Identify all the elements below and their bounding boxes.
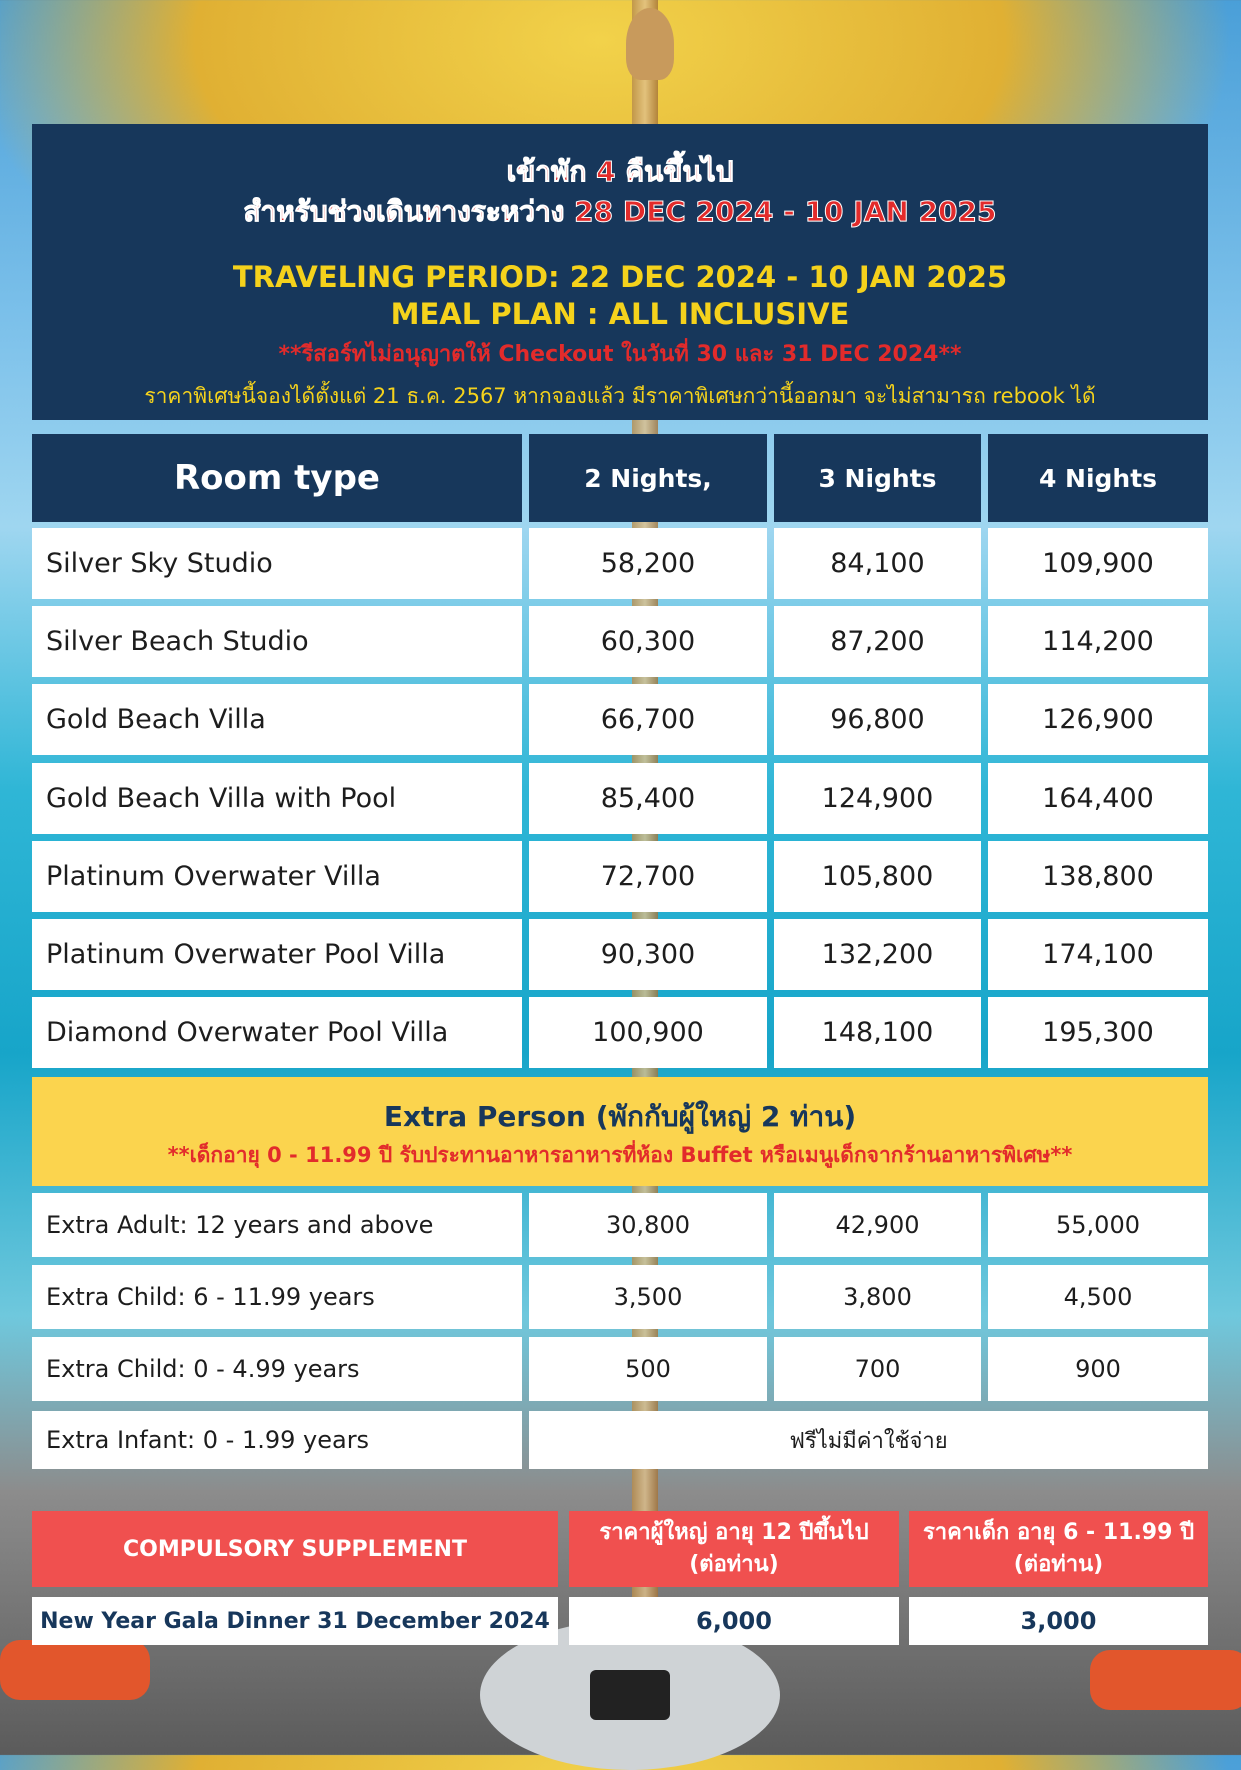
price-cell-n3: 148,100 [774,997,981,1068]
price-cell-n2: 100,900 [529,997,767,1068]
price-cell-n2: 30,800 [529,1193,767,1257]
price-cell-n3: 96,800 [774,684,981,755]
price-cell-n4: 109,900 [988,528,1208,599]
row-label: Gold Beach Villa [32,684,522,755]
price-cell-n3: 124,900 [774,763,981,834]
supplement-child-price: 3,000 [909,1597,1208,1645]
supplement-adult-header: ราคาผู้ใหญ่ อายุ 12 ปีขึ้นไป (ต่อท่าน) [569,1511,899,1587]
price-cell-n3: 3,800 [774,1265,981,1329]
row-label: Diamond Overwater Pool Villa [32,997,522,1068]
price-cell-n3: 132,200 [774,919,981,990]
price-cell-n2: 500 [529,1337,767,1401]
col-header-4-nights: 4 Nights [988,434,1208,522]
price-cell-n3: 105,800 [774,841,981,912]
thai-travel-window: สำหรับช่วงเดินทางระหว่าง 28 DEC 2024 - 10 JAN 2025 [243,195,997,228]
price-cell-n4: 195,300 [988,997,1208,1068]
price-cell-n3: 87,200 [774,606,981,677]
price-cell-n4: 138,800 [988,841,1208,912]
price-cell-n2: 58,200 [529,528,767,599]
infant-row-value: ฟรีไม่มีค่าใช้จ่าย [529,1411,1208,1469]
umbrella-finial [626,8,674,80]
row-label: Silver Sky Studio [32,528,522,599]
extra-person-band [32,1077,1208,1186]
meal-plan: MEAL PLAN : ALL INCLUSIVE [390,297,850,331]
price-cell-n2: 85,400 [529,763,767,834]
price-cell-n2: 90,300 [529,919,767,990]
row-label: Extra Child: 6 - 11.99 years [32,1265,522,1329]
price-cell-n4: 114,200 [988,606,1208,677]
supplement-title: COMPULSORY SUPPLEMENT [32,1511,558,1587]
row-label: Extra Adult: 12 years and above [32,1193,522,1257]
col-header-3-nights: 3 Nights [774,434,981,522]
traveling-period: TRAVELING PERIOD: 22 DEC 2024 - 10 JAN 2025 [232,260,1008,294]
price-cell-n2: 60,300 [529,606,767,677]
row-label: Silver Beach Studio [32,606,522,677]
background-towel-right [1090,1650,1241,1710]
price-cell-n2: 3,500 [529,1265,767,1329]
price-cell-n2: 66,700 [529,684,767,755]
row-label: Platinum Overwater Pool Villa [32,919,522,990]
price-cell-n4: 164,400 [988,763,1208,834]
infant-row-label: Extra Infant: 0 - 1.99 years [32,1411,522,1469]
extra-person-note: **เด็กอายุ 0 - 11.99 ปี รับประทานอาหารอาหารที่ห้อง Buffet หรือเมนูเด็กจากร้านอาหารพิเศษ** [167,1143,1073,1167]
supplement-adult-price: 6,000 [569,1597,899,1645]
price-cell-n4: 900 [988,1337,1208,1401]
checkout-note: **รีสอร์ทไม่อนุญาตให้ Checkout ในวันที่ 30 และ 31 DEC 2024** [278,342,962,367]
price-cell-n2: 72,700 [529,841,767,912]
price-cell-n4: 126,900 [988,684,1208,755]
header-panel [32,124,1208,420]
price-cell-n4: 4,500 [988,1265,1208,1329]
price-cell-n3: 84,100 [774,528,981,599]
background-ashtray [590,1670,670,1720]
background-towel-left [0,1640,150,1700]
price-cell-n3: 42,900 [774,1193,981,1257]
row-label: Extra Child: 0 - 4.99 years [32,1337,522,1401]
supplement-child-header: ราคาเด็ก อายุ 6 - 11.99 ปี (ต่อท่าน) [909,1511,1208,1587]
row-label: Gold Beach Villa with Pool [32,763,522,834]
thai-stay-condition: เข้าพัก 4 คืนขึ้นไป [506,155,734,188]
extra-person-title: Extra Person (พักกับผู้ใหญ่ 2 ท่าน) [383,1100,857,1133]
col-header-2-nights: 2 Nights, [529,434,767,522]
price-cell-n4: 174,100 [988,919,1208,990]
price-cell-n3: 700 [774,1337,981,1401]
price-cell-n4: 55,000 [988,1193,1208,1257]
row-label: Platinum Overwater Villa [32,841,522,912]
booking-note: ราคาพิเศษนี้จองได้ตั้งแต่ 21 ธ.ค. 2567 หากจองแล้ว มีราคาพิเศษกว่านี้ออกมา จะไม่สามารถ rebook ได้ [144,384,1096,408]
supplement-item: New Year Gala Dinner 31 December 2024 [32,1597,558,1645]
col-header-room-type: Room type [32,434,522,522]
